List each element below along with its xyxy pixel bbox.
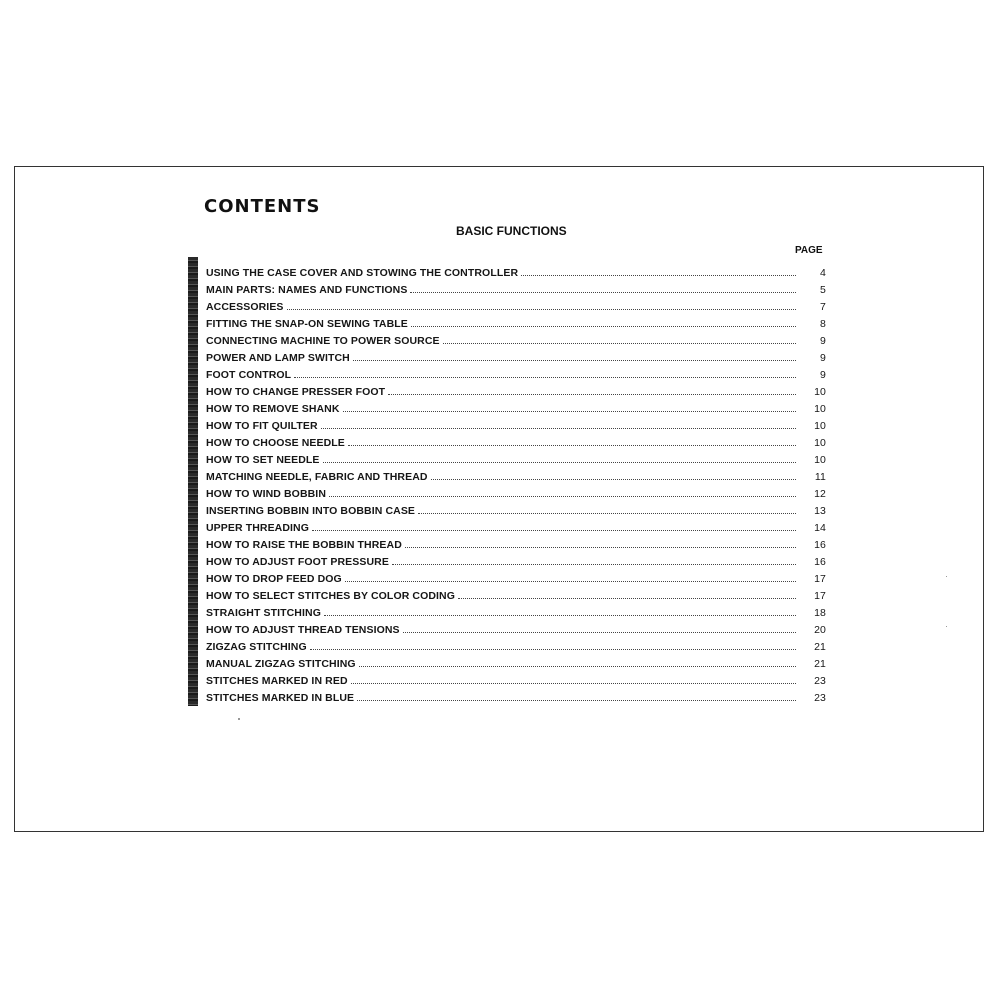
dot-leader — [405, 547, 796, 548]
toc-entry-page: 21 — [814, 658, 826, 670]
dot-leader — [348, 445, 796, 446]
toc-entry — [206, 585, 826, 602]
toc-entry — [206, 296, 826, 313]
dot-leader — [343, 411, 796, 412]
toc-entry-page: 8 — [820, 318, 826, 330]
toc-entry-page: 4 — [820, 267, 826, 279]
dot-leader — [403, 632, 796, 633]
toc-entry — [206, 602, 826, 619]
toc-entry-label: HOW TO DROP FEED DOG — [206, 573, 342, 585]
margin-bar — [188, 257, 198, 706]
toc-entry-page: 13 — [814, 505, 826, 517]
toc-entry — [206, 653, 826, 670]
toc-entry — [206, 347, 826, 364]
toc-entry-page: 9 — [820, 369, 826, 381]
toc-entry-label: ACCESSORIES — [206, 301, 284, 313]
toc-entry-page: 5 — [820, 284, 826, 296]
toc-entry — [206, 432, 826, 449]
toc-entry-label: HOW TO CHANGE PRESSER FOOT — [206, 386, 386, 398]
dot-leader — [418, 513, 796, 514]
dot-leader — [458, 598, 796, 599]
toc-entry-label: MAIN PARTS: NAMES AND FUNCTIONS — [206, 284, 408, 296]
toc-entry — [206, 551, 826, 568]
toc-entry-page: 10 — [814, 420, 826, 432]
page-column-heading: PAGE — [795, 245, 823, 256]
toc-entry-label: FOOT CONTROL — [206, 369, 292, 381]
toc-entry — [206, 687, 826, 704]
dot-leader — [323, 462, 796, 463]
dot-leader — [351, 683, 796, 684]
toc-entry-page: 23 — [814, 692, 826, 704]
toc-entry-label: USING THE CASE COVER AND STOWING THE CONTROLLER — [206, 267, 519, 279]
scan-speck — [946, 626, 947, 627]
toc-entry-label: STRAIGHT STITCHING — [206, 607, 321, 619]
toc-entry-page: 7 — [820, 301, 826, 313]
toc-entry-page: 10 — [814, 437, 826, 449]
toc-entry-page: 21 — [814, 641, 826, 653]
toc-entry-label: HOW TO WIND BOBBIN — [206, 488, 327, 500]
toc-entry — [206, 313, 826, 330]
dot-leader — [431, 479, 796, 480]
toc-entry-label: FITTING THE SNAP-ON SEWING TABLE — [206, 318, 408, 330]
dot-leader — [294, 377, 796, 378]
dot-leader — [321, 428, 796, 429]
toc-entry — [206, 670, 826, 687]
toc-entry-page: 16 — [814, 556, 826, 568]
toc-entry — [206, 364, 826, 381]
toc-entry-page: 20 — [814, 624, 826, 636]
dot-leader — [521, 275, 796, 276]
dot-leader — [410, 292, 796, 293]
toc-entry-label: HOW TO FIT QUILTER — [206, 420, 318, 432]
toc-entry-label: POWER AND LAMP SWITCH — [206, 352, 350, 364]
dot-leader — [388, 394, 796, 395]
dot-leader — [443, 343, 796, 344]
scan-speck — [238, 718, 240, 720]
toc-entry-page: 10 — [814, 386, 826, 398]
toc-entry-page: 9 — [820, 352, 826, 364]
toc-entry-label: HOW TO SET NEEDLE — [206, 454, 320, 466]
toc-entry-label: HOW TO ADJUST THREAD TENSIONS — [206, 624, 400, 636]
toc-list — [206, 262, 826, 704]
contents-title: CONTENTS — [204, 196, 321, 217]
dot-leader — [357, 700, 796, 701]
toc-entry-page: 14 — [814, 522, 826, 534]
toc-entry-page: 17 — [814, 573, 826, 585]
toc-entry — [206, 483, 826, 500]
toc-entry — [206, 398, 826, 415]
toc-entry-page: 23 — [814, 675, 826, 687]
toc-entry — [206, 449, 826, 466]
scan-speck — [946, 576, 947, 577]
toc-entry-label: HOW TO SELECT STITCHES BY COLOR CODING — [206, 590, 456, 602]
toc-entry — [206, 517, 826, 534]
toc-entry-page: 17 — [814, 590, 826, 602]
toc-entry-label: HOW TO RAISE THE BOBBIN THREAD — [206, 539, 402, 551]
dot-leader — [392, 564, 796, 565]
toc-entry — [206, 381, 826, 398]
toc-entry-label: HOW TO CHOOSE NEEDLE — [206, 437, 345, 449]
toc-entry — [206, 262, 826, 279]
toc-entry-label: ZIGZAG STITCHING — [206, 641, 307, 653]
toc-entry-label: CONNECTING MACHINE TO POWER SOURCE — [206, 335, 440, 347]
toc-entry-page: 10 — [814, 403, 826, 415]
dot-leader — [345, 581, 796, 582]
toc-entry — [206, 466, 826, 483]
toc-entry-page: 11 — [814, 471, 826, 483]
toc-entry-label: STITCHES MARKED IN BLUE — [206, 692, 355, 704]
toc-entry-page: 10 — [814, 454, 826, 466]
toc-entry — [206, 534, 826, 551]
dot-leader — [359, 666, 796, 667]
dot-leader — [353, 360, 796, 361]
dot-leader — [324, 615, 796, 616]
toc-entry-label: HOW TO ADJUST FOOT PRESSURE — [206, 556, 389, 568]
toc-entry — [206, 636, 826, 653]
toc-entry — [206, 415, 826, 432]
toc-entry-label: STITCHES MARKED IN RED — [206, 675, 348, 687]
toc-entry — [206, 279, 826, 296]
toc-entry-page: 9 — [820, 335, 826, 347]
dot-leader — [329, 496, 796, 497]
toc-entry-label: HOW TO REMOVE SHANK — [206, 403, 340, 415]
toc-entry — [206, 500, 826, 517]
toc-entry-label: MANUAL ZIGZAG STITCHING — [206, 658, 356, 670]
dot-leader — [310, 649, 796, 650]
toc-entry-label: INSERTING BOBBIN INTO BOBBIN CASE — [206, 505, 416, 517]
toc-entry — [206, 330, 826, 347]
dot-leader — [287, 309, 796, 310]
toc-entry-label: MATCHING NEEDLE, FABRIC AND THREAD — [206, 471, 428, 483]
toc-entry-page: 12 — [814, 488, 826, 500]
dot-leader — [411, 326, 796, 327]
dot-leader — [312, 530, 796, 531]
toc-entry-page: 16 — [814, 539, 826, 551]
toc-entry — [206, 568, 826, 585]
section-heading: BASIC FUNCTIONS — [456, 224, 567, 238]
toc-entry-page: 18 — [814, 607, 826, 619]
toc-entry-label: UPPER THREADING — [206, 522, 310, 534]
toc-entry — [206, 619, 826, 636]
